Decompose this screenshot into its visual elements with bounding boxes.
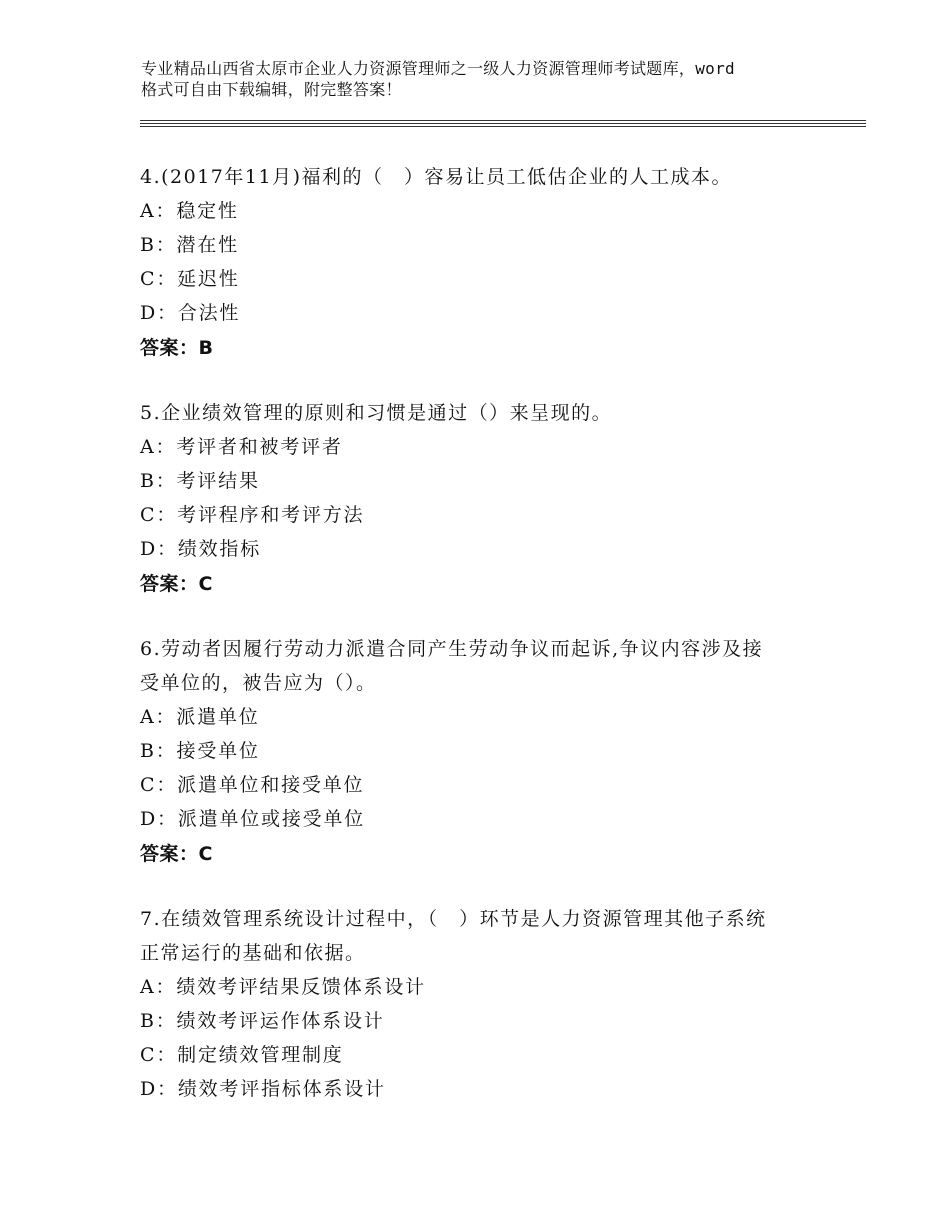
document-header bbox=[141, 58, 831, 100]
question-stem: 6.劳动者因履行劳动力派遣合同产生劳动争议而起诉,争议内容涉及接 bbox=[140, 638, 764, 660]
question-stem: 5.企业绩效管理的原则和习惯是通过（）来呈现的。 bbox=[140, 402, 613, 424]
question-6 bbox=[140, 632, 820, 872]
question-7 bbox=[140, 902, 820, 1106]
option-c: C：派遣单位和接受单位 bbox=[140, 774, 365, 796]
answer: 答案：C bbox=[140, 573, 213, 595]
option-a: A：考评者和被考评者 bbox=[140, 436, 343, 458]
option-a: A：绩效考评结果反馈体系设计 bbox=[140, 976, 426, 998]
question-stem: 4.(2017年11月)福利的（ ）容易让员工低估企业的人工成本。 bbox=[140, 166, 732, 188]
option-d: D：合法性 bbox=[140, 302, 241, 324]
option-d: D：绩效指标 bbox=[140, 538, 262, 560]
header-line-2: 格式可自由下载编辑，附完整答案！ bbox=[141, 80, 402, 99]
question-stem: 7.在绩效管理系统设计过程中，（ ）环节是人力资源管理其他子系统 bbox=[140, 908, 767, 930]
option-b: B：接受单位 bbox=[140, 740, 260, 762]
option-c: C：制定绩效管理制度 bbox=[140, 1044, 344, 1066]
option-c: C：延迟性 bbox=[140, 268, 240, 290]
answer: 答案：B bbox=[140, 337, 214, 359]
option-b: B：潜在性 bbox=[140, 234, 239, 256]
option-c: C：考评程序和考评方法 bbox=[140, 504, 365, 526]
question-list bbox=[140, 160, 820, 1136]
answer: 答案：C bbox=[140, 843, 213, 865]
header-divider bbox=[140, 120, 866, 121]
option-d: D：派遣单位或接受单位 bbox=[140, 808, 366, 830]
option-b: B：绩效考评运作体系设计 bbox=[140, 1010, 385, 1032]
question-5 bbox=[140, 396, 820, 602]
question-stem-continued: 正常运行的基础和依据。 bbox=[140, 942, 366, 964]
question-4 bbox=[140, 160, 820, 366]
option-a: A：派遣单位 bbox=[140, 706, 260, 728]
header-line-1: 专业精品山西省太原市企业人力资源管理师之一级人力资源管理师考试题库，word bbox=[141, 59, 735, 78]
option-d: D：绩效考评指标体系设计 bbox=[140, 1078, 386, 1100]
header-divider bbox=[140, 123, 866, 124]
option-b: B：考评结果 bbox=[140, 470, 260, 492]
question-stem-continued: 受单位的，被告应为（）。 bbox=[140, 672, 377, 694]
header-divider bbox=[140, 126, 866, 127]
option-a: A：稳定性 bbox=[140, 200, 239, 222]
